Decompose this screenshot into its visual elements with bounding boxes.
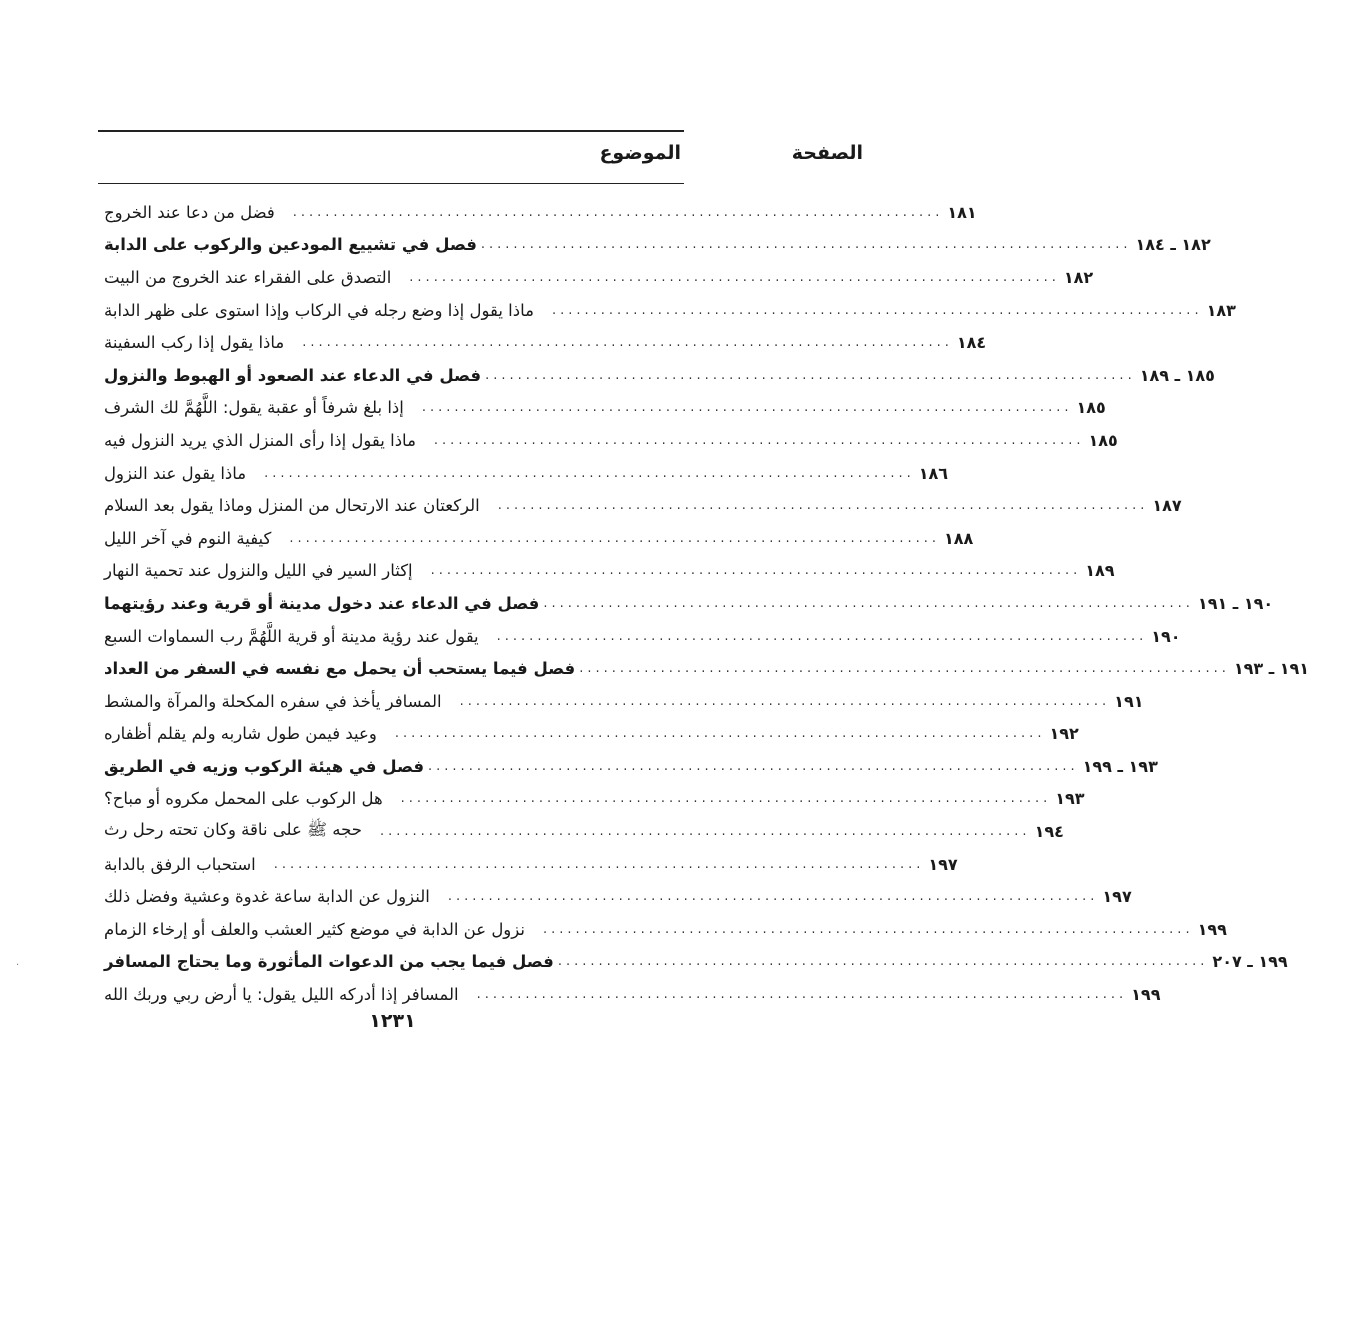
entry-page-number: ١٨٢ bbox=[1063, 267, 1094, 287]
entry-title: التصدق على الفقراء عند الخروج من البيت bbox=[104, 267, 392, 287]
toc-entry bbox=[98, 294, 1236, 327]
entry-page-number: ١٨٢ ـ ١٨٤ bbox=[1135, 235, 1211, 255]
entry-title: كيفية النوم في آخر الليل bbox=[104, 528, 272, 548]
entry-title: المسافر إذا أدركه الليل يقول: يا أرض ربي وربك الله bbox=[104, 985, 459, 1005]
entry-page-number: ١٨٥ ـ ١٨٩ bbox=[1139, 365, 1215, 385]
entry-page-number: ١٨٥ bbox=[1088, 430, 1118, 450]
entry-page-number: ١٨٣ bbox=[1206, 300, 1236, 320]
leader-dots: ................................................................................ bbox=[264, 465, 915, 481]
entry-title: فصل فيما يجب من الدعوات المأثورة وما يحتاج المسافر bbox=[104, 952, 554, 972]
entry-title: نزول عن الدابة في موضع كثير العشب والعلف أو إرخاء الزمام bbox=[104, 919, 525, 939]
entry-title: فصل في هيئة الركوب وزيه في الطريق bbox=[104, 756, 425, 776]
entry-page-number: ١٨٥ bbox=[1076, 398, 1106, 418]
leader-dots: ................................................................................ bbox=[379, 824, 1031, 840]
leader-dots: ................................................................................ bbox=[542, 921, 1194, 937]
toc-entry bbox=[98, 880, 1132, 913]
leader-dots: ................................................................................ bbox=[302, 335, 953, 351]
entry-page-number: ١٨٦ bbox=[918, 463, 949, 483]
toc-section-entry bbox=[98, 946, 1288, 979]
leader-dots: ................................................................................ bbox=[551, 302, 1203, 318]
entry-title: فصل في الدعاء عند الصعود أو الهبوط والنزول bbox=[104, 365, 482, 385]
page-column-header: الصفحة bbox=[791, 142, 863, 164]
entry-title: استحباب الرفق بالدابة bbox=[104, 854, 256, 874]
entry-title: ماذا يقول إذا رأى المنزل الذي يريد النزول فيه bbox=[104, 430, 416, 450]
leader-dots: ................................................................................ bbox=[433, 432, 1085, 448]
entry-title: وعيد فيمن طول شاربه ولم يقلم أظفاره bbox=[104, 724, 377, 744]
entry-page-number: ١٩٢ bbox=[1049, 724, 1079, 744]
entry-title: ماذا يقول عند النزول bbox=[104, 463, 247, 483]
margin-mark: · bbox=[16, 960, 20, 971]
entry-page-number: ١٩٩ ـ ٢٠٧ bbox=[1212, 952, 1288, 972]
entry-title: يقول عند رؤية مدينة أو قرية اللَّهُمَّ رب السماوات السبع bbox=[104, 626, 479, 646]
top-rule bbox=[98, 130, 684, 132]
leader-dots: ................................................................................ bbox=[579, 661, 1230, 677]
leader-dots: ................................................................................ bbox=[480, 237, 1132, 253]
entry-page-number: ١٩١ bbox=[1114, 691, 1144, 711]
toc-entry bbox=[98, 196, 977, 229]
toc-section-entry bbox=[98, 750, 1158, 783]
entry-title: فصل في تشييع المودعين والركوب على الدابة bbox=[104, 235, 477, 255]
leader-dots: ................................................................................ bbox=[496, 628, 1148, 644]
leader-dots: ................................................................................ bbox=[459, 693, 1111, 709]
toc-entry bbox=[98, 848, 958, 881]
header-rule bbox=[98, 183, 684, 184]
toc-entry bbox=[98, 978, 1161, 1011]
entry-page-number: ١٩٣ bbox=[1055, 789, 1085, 809]
entry-page-number: ١٩٩ bbox=[1131, 985, 1161, 1005]
entry-title: هل الركوب على المحمل مكروه أو مباح؟ bbox=[104, 789, 383, 809]
leader-dots: ................................................................................ bbox=[292, 204, 944, 220]
toc-section-entry bbox=[98, 359, 1215, 392]
entry-page-number: ١٨١ bbox=[947, 202, 977, 222]
toc-entry bbox=[98, 685, 1144, 718]
leader-dots: ................................................................................ bbox=[421, 400, 1073, 416]
toc-entry bbox=[98, 555, 1115, 588]
entry-title: ماذا يقول إذا وضع رجله في الركاب وإذا استوى على ظهر الدابة bbox=[104, 300, 534, 320]
toc-section-entry bbox=[98, 587, 1274, 620]
entry-title: إكثار السير في الليل والنزول عند تحمية النهار bbox=[104, 561, 413, 581]
leader-dots: ................................................................................ bbox=[497, 498, 1149, 514]
entry-page-number: ١٩٩ bbox=[1197, 919, 1227, 939]
entry-title: الركعتان عند الارتحال من المنزل وماذا يقول بعد السلام bbox=[104, 496, 480, 516]
leader-dots: ................................................................................ bbox=[428, 758, 1079, 774]
toc-entry bbox=[98, 913, 1227, 946]
entry-title: إذا بلغ شرفاً أو عقبة يقول: اللَّهُمَّ لك الشرف bbox=[104, 398, 404, 418]
toc-entry bbox=[98, 424, 1118, 457]
toc-entry bbox=[98, 457, 949, 490]
entry-title: فصل في الدعاء عند دخول مدينة أو قرية وعند رؤيتهما bbox=[104, 593, 540, 613]
leader-dots: ................................................................................ bbox=[485, 367, 1136, 383]
entry-title: ماذا يقول إذا ركب السفينة bbox=[104, 333, 285, 353]
toc-entry bbox=[98, 261, 1094, 294]
toc-entry bbox=[98, 815, 1064, 848]
toc-entry bbox=[98, 522, 974, 555]
leader-dots: ................................................................................ bbox=[447, 889, 1099, 905]
leader-dots: ................................................................................ bbox=[400, 791, 1052, 807]
entry-title: النزول عن الدابة ساعة غدوة وعشية وفضل ذلك bbox=[104, 887, 430, 907]
toc-entry bbox=[98, 392, 1106, 425]
entry-page-number: ١٨٧ bbox=[1152, 496, 1182, 516]
entry-page-number: ١٨٨ bbox=[944, 528, 974, 548]
entry-page-number: ١٩١ ـ ١٩٣ bbox=[1233, 659, 1310, 679]
entry-page-number: ١٨٩ bbox=[1085, 561, 1115, 581]
topic-column-header: الموضوع bbox=[599, 142, 681, 164]
entry-title: المسافر يأخذ في سفره المكحلة والمرآة والمشط bbox=[104, 691, 442, 711]
toc-section-entry bbox=[98, 229, 1211, 262]
toc-entry bbox=[98, 489, 1182, 522]
entry-page-number: ١٩٠ bbox=[1151, 626, 1181, 646]
table-of-contents bbox=[98, 196, 1310, 1011]
entry-page-number: ١٩٣ ـ ١٩٩ bbox=[1082, 756, 1158, 776]
leader-dots: ................................................................................ bbox=[273, 856, 925, 872]
entry-page-number: ١٩٤ bbox=[1034, 822, 1064, 842]
entry-page-number: ١٨٤ bbox=[956, 333, 987, 353]
toc-section-entry bbox=[98, 652, 1310, 685]
page-number: ١٢٣١ bbox=[369, 1010, 416, 1032]
toc-entry bbox=[98, 783, 1085, 816]
leader-dots: ................................................................................ bbox=[409, 269, 1060, 285]
leader-dots: ................................................................................ bbox=[394, 726, 1046, 742]
leader-dots: ................................................................................ bbox=[476, 987, 1128, 1003]
leader-dots: ................................................................................ bbox=[289, 530, 940, 546]
entry-page-number: ١٩٧ bbox=[928, 854, 958, 874]
entry-title: حجه ﷺ على ناقة وكان تحته رحل رث bbox=[104, 819, 362, 839]
entry-title: فصل فيما يستحب أن يحمل مع نفسه في السفر من العداد bbox=[104, 659, 576, 679]
toc-entry bbox=[98, 326, 987, 359]
leader-dots: ................................................................................ bbox=[557, 954, 1209, 970]
entry-page-number: ١٩٠ ـ ١٩١ bbox=[1197, 593, 1274, 613]
entry-page-number: ١٩٧ bbox=[1102, 887, 1132, 907]
entry-title: فضل من دعا عند الخروج bbox=[104, 202, 275, 222]
leader-dots: ................................................................................ bbox=[543, 595, 1194, 611]
toc-entry bbox=[98, 620, 1181, 653]
leader-dots: ................................................................................ bbox=[430, 563, 1082, 579]
toc-entry bbox=[98, 718, 1079, 751]
